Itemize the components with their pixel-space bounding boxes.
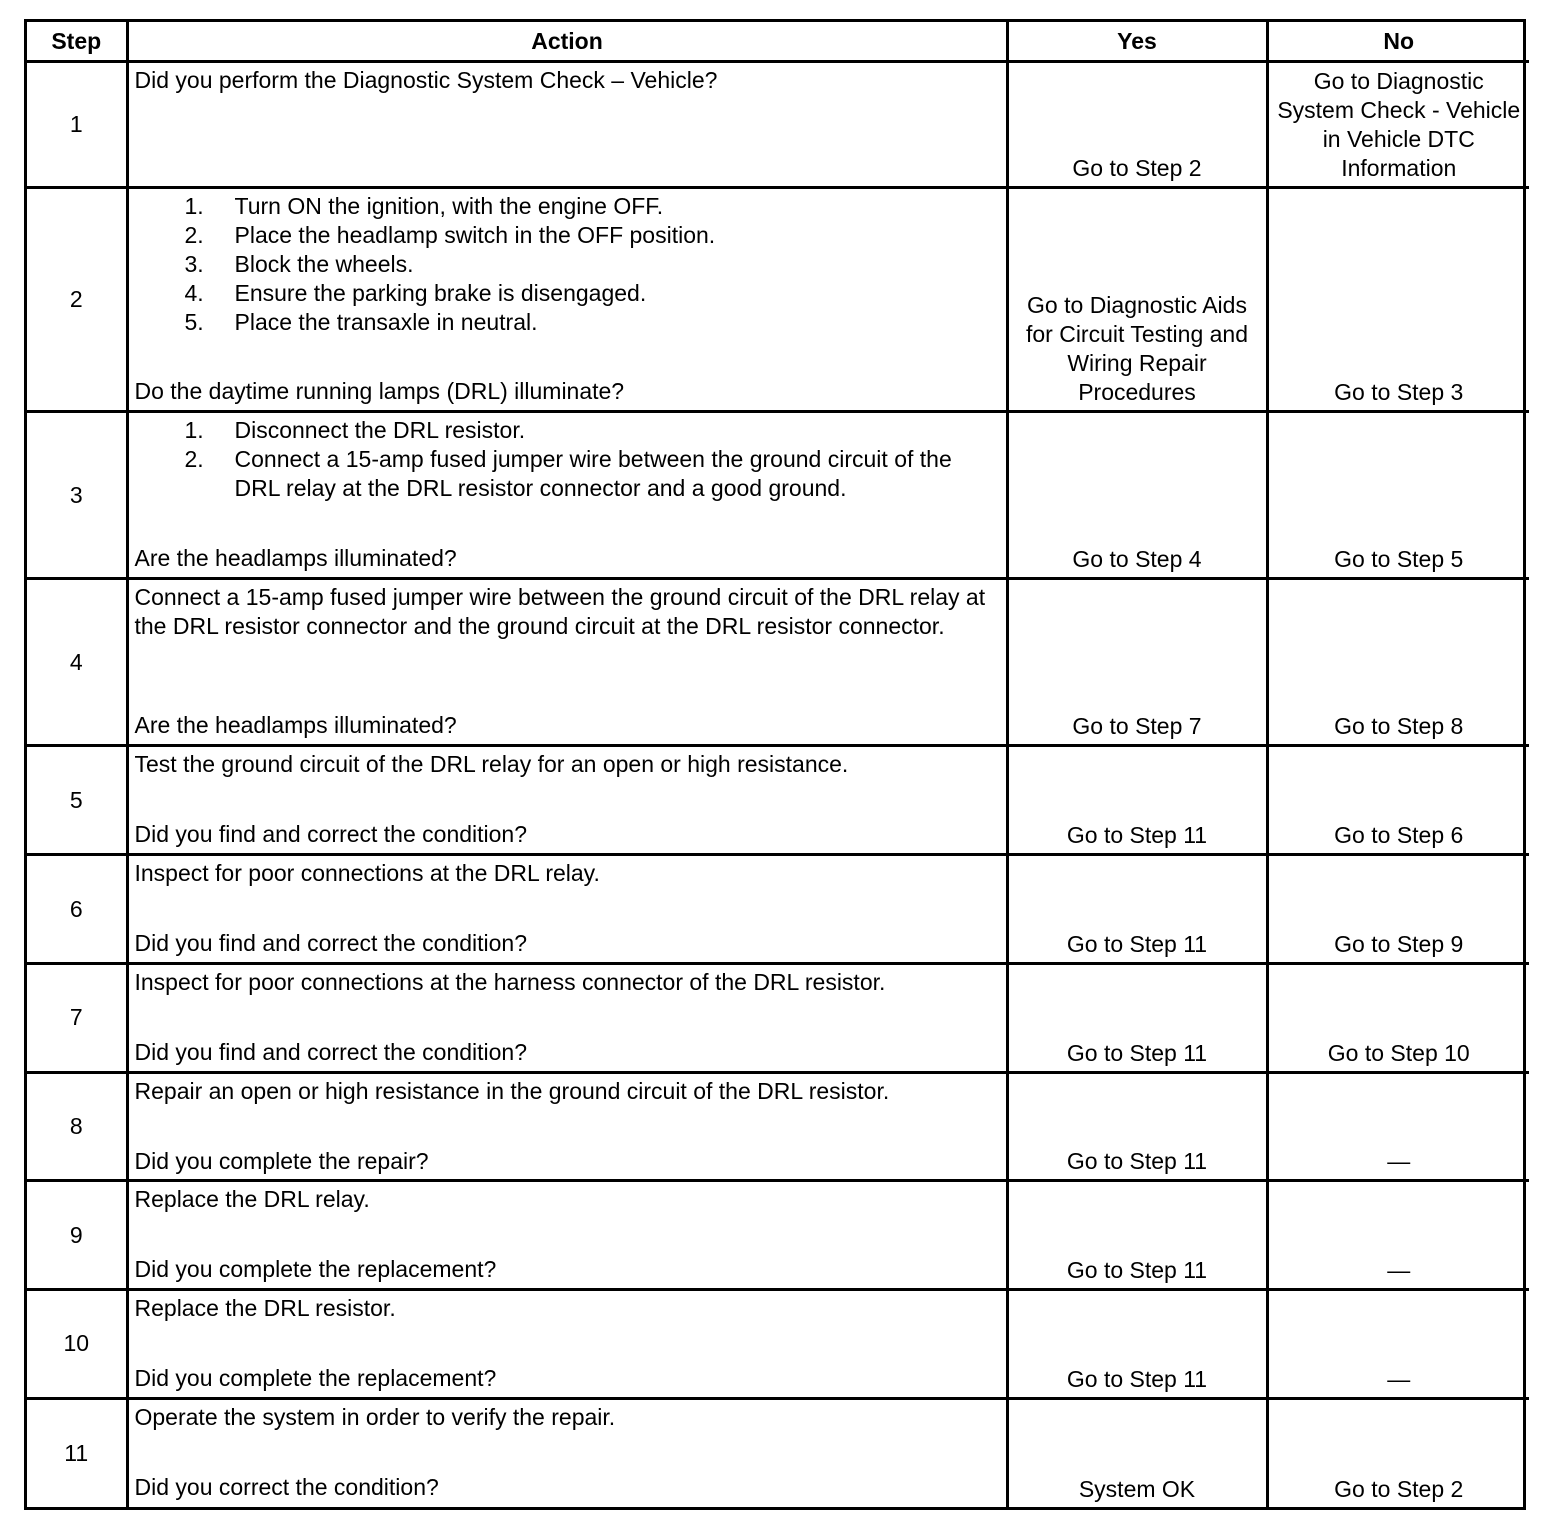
no-result: Go to Step 9 <box>1267 855 1529 964</box>
yes-result: Go to Step 11 <box>1007 746 1267 855</box>
step-number: 6 <box>27 855 127 964</box>
action-cell <box>127 1072 1007 1181</box>
yes-result: Go to Step 11 <box>1007 963 1267 1072</box>
no-result: — <box>1267 1289 1529 1398</box>
action-question: Did you complete the replacement? <box>134 1364 497 1391</box>
table-body <box>27 62 1529 1508</box>
header-action: Action <box>127 22 1007 62</box>
action-instruction: Operate the system in order to verify the repair. <box>134 1403 616 1430</box>
substep-number: 5. <box>184 308 204 335</box>
yes-result: Go to Step 11 <box>1007 1289 1267 1398</box>
no-result: Go to Step 10 <box>1267 963 1529 1072</box>
step-number: 11 <box>27 1398 127 1507</box>
header-no: No <box>1267 22 1529 62</box>
substep-item <box>135 192 1000 221</box>
yes-result: Go to Step 7 <box>1007 579 1267 746</box>
action-cell <box>127 855 1007 964</box>
substep-number: 2. <box>184 446 204 473</box>
action-question: Did you find and correct the condition? <box>134 1038 528 1065</box>
action-question: Did you find and correct the condition? <box>134 821 528 848</box>
yes-result: Go to Step 11 <box>1007 1072 1267 1181</box>
step-number: 7 <box>27 963 127 1072</box>
action-cell <box>127 746 1007 855</box>
no-result: Go to Step 8 <box>1267 579 1529 746</box>
action-instruction: Did you perform the Diagnostic System Check – Vehicle? <box>134 67 718 93</box>
no-result: — <box>1267 1072 1529 1181</box>
table-row <box>27 746 1529 855</box>
substep-text: Block the wheels. <box>234 250 414 277</box>
action-question: Are the headlamps illuminated? <box>134 712 457 739</box>
step-number: 1 <box>27 62 127 188</box>
action-cell <box>127 187 1007 411</box>
action-question: Are the headlamps illuminated? <box>134 545 457 572</box>
action-instruction: Repair an open or high resistance in the ground circuit of the DRL resistor. <box>134 1077 890 1104</box>
no-result: Go to Step 3 <box>1267 187 1529 411</box>
substep-item <box>135 279 1000 308</box>
substep-text: Disconnect the DRL resistor. <box>234 417 526 444</box>
substep-number: 2. <box>184 221 204 248</box>
no-result: Go to Step 6 <box>1267 746 1529 855</box>
table-row <box>27 855 1529 964</box>
table-row <box>27 412 1529 579</box>
header-step: Step <box>27 22 127 62</box>
yes-result: Go to Diagnostic Aids for Circuit Testing and Wiring Repair Procedures <box>1007 187 1267 411</box>
yes-result: Go to Step 11 <box>1007 855 1267 964</box>
table-row <box>27 1398 1529 1507</box>
diagnostic-table <box>24 19 1526 1510</box>
action-question: Did you find and correct the condition? <box>134 930 528 957</box>
step-number: 2 <box>27 187 127 411</box>
action-instruction: Replace the DRL resistor. <box>134 1294 396 1321</box>
action-cell <box>127 579 1007 746</box>
substep-item <box>135 308 1000 337</box>
diagnostic-steps-table <box>27 22 1529 1507</box>
substep-item <box>135 250 1000 279</box>
substep-list <box>135 416 1000 503</box>
action-cell <box>127 412 1007 579</box>
no-result: — <box>1267 1181 1529 1290</box>
no-result: Go to Step 5 <box>1267 412 1529 579</box>
table-row <box>27 1181 1529 1290</box>
action-question: Did you complete the repair? <box>134 1147 429 1174</box>
action-instruction: Connect a 15-amp fused jumper wire between the ground circuit of the DRL relay at the DRL resistor connector and the ground circuit at the DRL resistor connector. <box>134 584 986 640</box>
table-row <box>27 1072 1529 1181</box>
substep-number: 1. <box>184 192 204 219</box>
action-question: Did you complete the replacement? <box>134 1256 497 1283</box>
step-number: 4 <box>27 579 127 746</box>
substep-list <box>135 192 1000 337</box>
table-row <box>27 963 1529 1072</box>
action-question: Do the daytime running lamps (DRL) illuminate? <box>134 377 625 404</box>
substep-item <box>135 416 1000 445</box>
action-instruction: Inspect for poor connections at the DRL relay. <box>134 860 600 887</box>
action-cell <box>127 1181 1007 1290</box>
action-cell <box>127 963 1007 1072</box>
step-number: 8 <box>27 1072 127 1181</box>
header-row <box>27 22 1529 62</box>
step-number: 9 <box>27 1181 127 1290</box>
substep-item <box>135 221 1000 250</box>
substep-item <box>135 445 1000 503</box>
substep-text: Ensure the parking brake is disengaged. <box>234 279 647 306</box>
step-number: 5 <box>27 746 127 855</box>
action-question: Did you correct the condition? <box>134 1473 439 1500</box>
action-instruction: Test the ground circuit of the DRL relay for an open or high resistance. <box>134 751 849 778</box>
substep-text: Connect a 15-amp fused jumper wire between the ground circuit of the DRL relay at the DRL resistor connector and a good ground. <box>234 446 952 502</box>
substep-text: Turn ON the ignition, with the engine OFF. <box>234 192 664 219</box>
action-cell <box>127 62 1007 188</box>
substep-text: Place the headlamp switch in the OFF position. <box>234 221 716 248</box>
action-instruction: Replace the DRL relay. <box>134 1186 370 1213</box>
header-yes: Yes <box>1007 22 1267 62</box>
table-row <box>27 187 1529 411</box>
table-row <box>27 62 1529 188</box>
step-number: 3 <box>27 412 127 579</box>
table-row <box>27 1289 1529 1398</box>
yes-result: Go to Step 2 <box>1007 62 1267 188</box>
yes-result: Go to Step 4 <box>1007 412 1267 579</box>
substep-number: 1. <box>184 417 204 444</box>
action-cell <box>127 1289 1007 1398</box>
substep-text: Place the transaxle in neutral. <box>234 308 538 335</box>
table-row <box>27 579 1529 746</box>
no-result: Go to Diagnostic System Check - Vehicle in Vehicle DTC Information <box>1267 62 1529 188</box>
step-number: 10 <box>27 1289 127 1398</box>
action-instruction: Inspect for poor connections at the harness connector of the DRL resistor. <box>134 968 886 995</box>
yes-result: Go to Step 11 <box>1007 1181 1267 1290</box>
substep-number: 4. <box>184 279 204 306</box>
action-cell <box>127 1398 1007 1507</box>
substep-number: 3. <box>184 250 204 277</box>
yes-result: System OK <box>1007 1398 1267 1507</box>
no-result: Go to Step 2 <box>1267 1398 1529 1507</box>
